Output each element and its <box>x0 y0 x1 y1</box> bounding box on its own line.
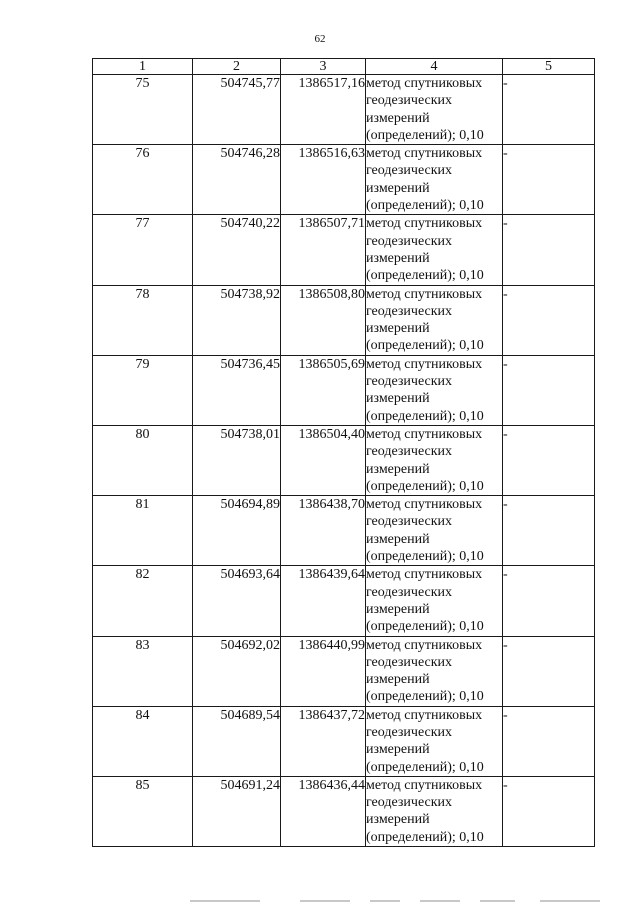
method-description <box>366 566 503 636</box>
point-number: 82 <box>93 566 193 636</box>
header-row <box>93 59 595 75</box>
table-row <box>93 776 595 846</box>
method-line: геодезических <box>366 654 453 670</box>
method-line: геодезических <box>366 584 453 600</box>
point-note: - <box>503 776 595 846</box>
table-row <box>93 285 595 355</box>
method-line: геодезических <box>366 724 453 740</box>
coordinate-x: 504693,64 <box>193 566 281 636</box>
table-row <box>93 215 595 285</box>
point-number: 76 <box>93 145 193 215</box>
method-line: измерений <box>366 742 430 758</box>
method-line: метод спутниковых <box>366 637 483 653</box>
method-line: (определений); 0,10 <box>366 408 484 424</box>
method-line: (определений); 0,10 <box>366 268 484 284</box>
point-note: - <box>503 355 595 425</box>
method-line: метод спутниковых <box>366 567 483 583</box>
coordinate-y: 1386438,70 <box>281 496 366 566</box>
coordinate-y: 1386505,69 <box>281 355 366 425</box>
point-number: 85 <box>93 776 193 846</box>
method-line: геодезических <box>366 374 453 390</box>
coordinate-y: 1386436,44 <box>281 776 366 846</box>
table-row <box>93 706 595 776</box>
method-description <box>366 425 503 495</box>
coordinate-x: 504740,22 <box>193 215 281 285</box>
coordinate-x: 504689,54 <box>193 706 281 776</box>
method-line: метод спутниковых <box>366 146 483 162</box>
method-line: метод спутниковых <box>366 707 483 723</box>
method-description <box>366 145 503 215</box>
coordinate-x: 504746,28 <box>193 145 281 215</box>
method-line: измерений <box>366 531 430 547</box>
method-line: измерений <box>366 812 430 828</box>
method-description <box>366 636 503 706</box>
method-description <box>366 496 503 566</box>
coordinate-x: 504738,01 <box>193 425 281 495</box>
method-line: геодезических <box>366 163 453 179</box>
point-number: 83 <box>93 636 193 706</box>
page-number: 62 <box>314 33 326 45</box>
method-line: геодезических <box>366 303 453 319</box>
point-number: 78 <box>93 285 193 355</box>
point-note: - <box>503 75 595 145</box>
method-line: измерений <box>366 180 430 196</box>
coordinate-y: 1386517,16 <box>281 75 366 145</box>
method-line: (определений); 0,10 <box>366 198 484 214</box>
coordinate-y: 1386440,99 <box>281 636 366 706</box>
table-row <box>93 145 595 215</box>
point-number: 81 <box>93 496 193 566</box>
header-col-2: 2 <box>193 59 281 75</box>
method-line: метод спутниковых <box>366 76 483 91</box>
table-row <box>93 636 595 706</box>
header-col-4: 4 <box>366 59 503 75</box>
header-col-5: 5 <box>503 59 595 75</box>
point-number: 84 <box>93 706 193 776</box>
method-line: (определений); 0,10 <box>366 619 484 635</box>
table-header <box>93 59 595 75</box>
header-col-1: 1 <box>93 59 193 75</box>
coordinate-x: 504694,89 <box>193 496 281 566</box>
method-line: (определений); 0,10 <box>366 829 484 845</box>
point-number: 80 <box>93 425 193 495</box>
table-row <box>93 566 595 636</box>
point-note: - <box>503 285 595 355</box>
coordinate-y: 1386437,72 <box>281 706 366 776</box>
method-line: метод спутниковых <box>366 426 483 442</box>
method-line: (определений); 0,10 <box>366 478 484 494</box>
point-number: 77 <box>93 215 193 285</box>
coordinate-x: 504738,92 <box>193 285 281 355</box>
method-description <box>366 776 503 846</box>
coordinate-x: 504692,02 <box>193 636 281 706</box>
method-line: измерений <box>366 672 430 688</box>
method-description <box>366 215 503 285</box>
method-description <box>366 706 503 776</box>
coordinate-y: 1386439,64 <box>281 566 366 636</box>
footer-scan-marks <box>0 897 640 905</box>
point-number: 79 <box>93 355 193 425</box>
method-line: (определений); 0,10 <box>366 127 484 143</box>
coordinate-x: 504745,77 <box>193 75 281 145</box>
point-note: - <box>503 215 595 285</box>
method-line: метод спутниковых <box>366 286 483 302</box>
method-line: (определений); 0,10 <box>366 549 484 565</box>
coordinates-table <box>92 58 595 847</box>
method-line: метод спутниковых <box>366 777 483 793</box>
method-line: геодезических <box>366 444 453 460</box>
method-line: метод спутниковых <box>366 497 483 513</box>
coordinate-y: 1386504,40 <box>281 425 366 495</box>
point-note: - <box>503 636 595 706</box>
point-note: - <box>503 496 595 566</box>
coordinate-y: 1386508,80 <box>281 285 366 355</box>
point-note: - <box>503 566 595 636</box>
header-col-3: 3 <box>281 59 366 75</box>
table-row <box>93 355 595 425</box>
method-line: измерений <box>366 601 430 617</box>
coordinate-y: 1386507,71 <box>281 215 366 285</box>
point-note: - <box>503 425 595 495</box>
point-note: - <box>503 706 595 776</box>
table-row <box>93 75 595 145</box>
method-line: измерений <box>366 250 430 266</box>
coordinate-x: 504691,24 <box>193 776 281 846</box>
method-line: геодезических <box>366 514 453 530</box>
method-description <box>366 285 503 355</box>
point-number: 75 <box>93 75 193 145</box>
method-line: измерений <box>366 461 430 477</box>
method-line: измерений <box>366 391 430 407</box>
method-line: геодезических <box>366 795 453 811</box>
method-line: (определений); 0,10 <box>366 338 484 354</box>
point-note: - <box>503 145 595 215</box>
method-line: метод спутниковых <box>366 216 483 232</box>
method-description <box>366 355 503 425</box>
method-line: измерений <box>366 321 430 337</box>
table-row <box>93 496 595 566</box>
method-line: измерений <box>366 110 430 126</box>
method-line: (определений); 0,10 <box>366 689 484 705</box>
method-line: геодезических <box>366 233 453 249</box>
coordinate-x: 504736,45 <box>193 355 281 425</box>
method-line: геодезических <box>366 93 453 109</box>
coordinate-y: 1386516,63 <box>281 145 366 215</box>
table-row <box>93 425 595 495</box>
method-description <box>366 75 503 145</box>
method-line: метод спутниковых <box>366 356 483 372</box>
table-body <box>93 75 595 847</box>
method-line: (определений); 0,10 <box>366 759 484 775</box>
